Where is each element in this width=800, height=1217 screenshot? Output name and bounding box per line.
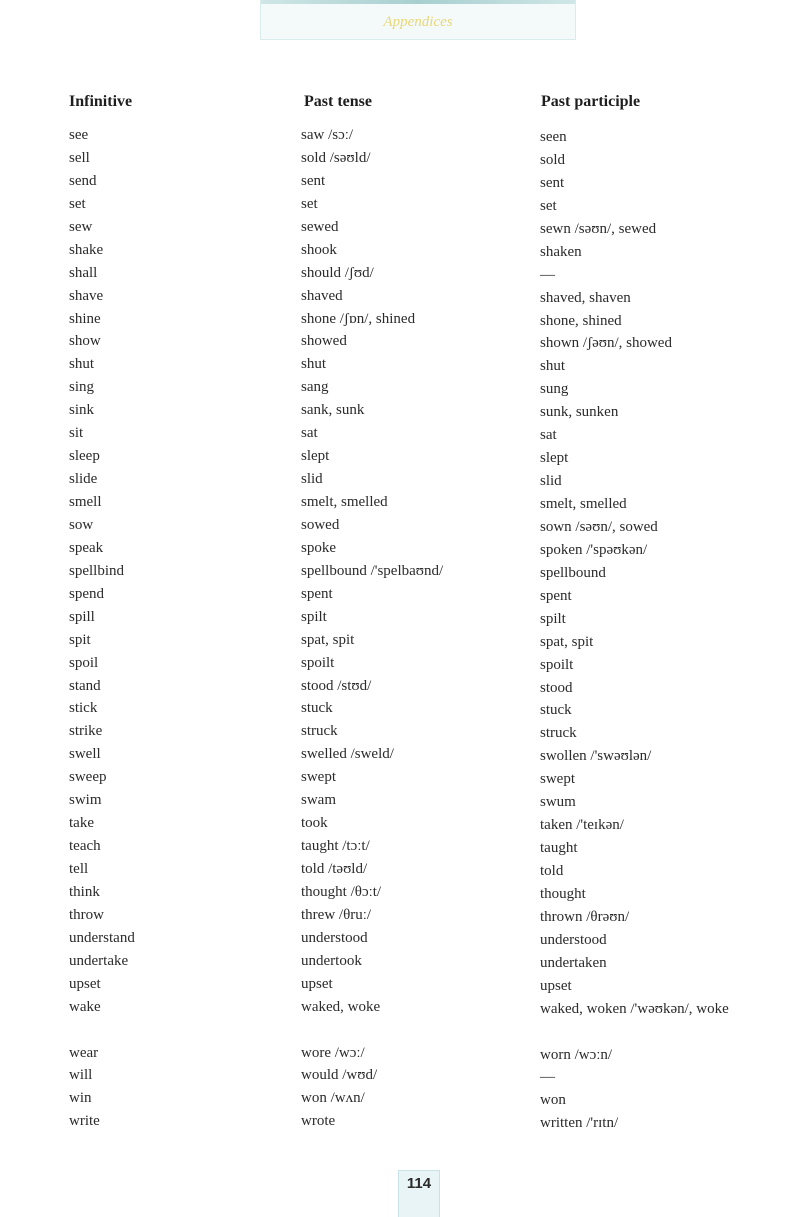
past-participle-cell: waked, woken /'wəʊkən/, woke — [540, 1000, 729, 1017]
infinitive-cell: understand — [69, 929, 135, 946]
infinitive-cell: sweep — [69, 769, 107, 786]
infinitive-cell: win — [69, 1090, 92, 1107]
infinitive-cell: slide — [69, 471, 98, 488]
past-tense-cell: thought /θɔːt/ — [301, 883, 382, 900]
infinitive-cell: sing — [69, 379, 95, 396]
infinitive-cell: set — [69, 195, 86, 212]
past-participle-cell: slept — [540, 450, 569, 467]
past-tense-cell: slept — [301, 448, 330, 465]
infinitive-cell: smell — [69, 494, 102, 510]
past-participle-cell: shut — [540, 358, 566, 375]
past-participle-cell: sold — [540, 151, 566, 168]
past-participle-cell: sown /səʊn/, sowed — [540, 518, 658, 535]
header-rule — [261, 0, 575, 4]
past-participle-cell: written /'rɪtn/ — [540, 1115, 619, 1132]
infinitive-cell: sit — [69, 425, 84, 442]
infinitive-cell: speak — [69, 539, 104, 556]
infinitive-cell: shake — [69, 241, 104, 258]
past-tense-cell: showed — [301, 333, 347, 350]
infinitive-cell: undertake — [69, 952, 129, 969]
infinitive-cell: sink — [69, 402, 95, 419]
infinitive-cell: sleep — [69, 448, 100, 465]
infinitive-cell: stick — [69, 700, 98, 717]
past-participle-cell: swum — [540, 794, 576, 811]
past-participle-cell: set — [540, 197, 557, 214]
past-participle-cell: smelt, smelled — [540, 496, 627, 512]
infinitive-cell: upset — [69, 975, 101, 992]
past-participle-cell: worn /wɔːn/ — [540, 1046, 613, 1063]
past-tense-cell: slid — [301, 471, 323, 488]
past-participle-cell: stood — [540, 679, 573, 696]
past-tense-cell: upset — [301, 975, 333, 992]
past-tense-cell: spoilt — [301, 654, 335, 671]
past-tense-cell: sent — [301, 172, 326, 189]
past-participle-cell: taught — [540, 840, 578, 857]
past-participle-cell: struck — [540, 725, 577, 742]
infinitive-cell: stand — [69, 677, 101, 694]
past-tense-cell: sowed — [301, 516, 340, 533]
infinitive-cell: will — [69, 1067, 93, 1084]
running-header — [260, 0, 576, 40]
past-tense-cell: swelled /sweld/ — [301, 746, 394, 763]
past-participle-cell: seen — [540, 129, 567, 145]
past-tense-cell: swept — [301, 769, 336, 786]
infinitive-cell: tell — [69, 861, 89, 877]
past-participle-cell: shaken — [540, 243, 582, 260]
past-participle-cell: — — [540, 1069, 555, 1086]
past-tense-cell: stuck — [301, 700, 333, 717]
infinitive-cell: throw — [69, 906, 104, 923]
past-tense-cell: threw /θruː/ — [301, 906, 372, 923]
infinitive-cell: spill — [69, 608, 95, 625]
past-participle-cell: shaved, shaven — [540, 289, 631, 306]
past-participle-cell: thought — [540, 885, 586, 902]
past-tense-cell: told /təʊld/ — [301, 861, 368, 877]
infinitive-column — [69, 125, 135, 1134]
past-tense-cell: undertook — [301, 952, 362, 969]
past-participle-cell: — — [540, 266, 555, 283]
past-tense-cell: spoke — [301, 539, 336, 556]
page-number-box — [398, 1170, 440, 1217]
past-participle-cell: sat — [540, 427, 557, 444]
infinitive-cell: shine — [69, 310, 101, 327]
infinitive-cell: spellbind — [69, 562, 124, 579]
past-participle-cell: swollen /'swəʊlən/ — [540, 748, 652, 765]
past-participle-cell: sunk, sunken — [540, 404, 619, 421]
past-tense-cell: spilt — [301, 608, 327, 625]
past-participle-cell: spoken /'spəʊkən/ — [540, 541, 648, 558]
infinitive-cell: sow — [69, 516, 94, 533]
past-tense-cell: wore /wɔː/ — [301, 1044, 365, 1061]
past-participle-cell: sewn /səʊn/, sewed — [540, 220, 657, 237]
past-tense-cell: won /wʌn/ — [301, 1090, 365, 1107]
past-tense-cell: stood /stʊd/ — [301, 677, 372, 694]
column-header-infinitive: Infinitive — [69, 93, 133, 110]
past-participle-cell: spellbound — [540, 564, 606, 581]
infinitive-cell: shut — [69, 356, 95, 373]
infinitive-cell: show — [69, 333, 101, 350]
past-participle-cell: undertaken — [540, 954, 607, 971]
infinitive-cell: sell — [69, 149, 90, 166]
past-tense-cell: wrote — [301, 1113, 336, 1130]
past-participle-cell: sent — [540, 174, 565, 191]
infinitive-cell: spend — [69, 585, 104, 602]
infinitive-cell: send — [69, 172, 97, 189]
past-tense-cell: shone /ʃɒn/, shined — [301, 310, 416, 327]
past-tense-cell: sold /səʊld/ — [301, 149, 371, 166]
past-participle-cell: thrown /θrəʊn/ — [540, 908, 630, 925]
past-participle-cell: stuck — [540, 702, 572, 719]
infinitive-cell: write — [69, 1113, 100, 1130]
past-participle-cell: sung — [540, 381, 569, 398]
infinitive-cell: swim — [69, 792, 102, 809]
past-tense-cell: would /wʊd/ — [301, 1067, 378, 1084]
past-participle-cell: spat, spit — [540, 633, 594, 650]
past-tense-cell: saw /sɔː/ — [301, 127, 354, 143]
past-tense-cell: set — [301, 195, 318, 212]
past-participle-cell: upset — [540, 977, 572, 994]
past-participle-cell: swept — [540, 771, 575, 788]
past-tense-cell: sat — [301, 425, 318, 442]
past-tense-cell: spent — [301, 585, 333, 602]
past-tense-cell: understood — [301, 929, 368, 946]
past-tense-cell: struck — [301, 723, 338, 740]
past-participle-cell: taken /'teɪkən/ — [540, 817, 624, 834]
past-participle-cell: shone, shined — [540, 312, 622, 329]
column-header-past-participle: Past participle — [541, 93, 641, 110]
past-participle-column — [540, 127, 730, 1136]
infinitive-cell: swell — [69, 746, 101, 763]
past-tense-cell: took — [301, 815, 328, 832]
infinitive-cell: see — [69, 127, 89, 143]
infinitive-cell: sew — [69, 218, 93, 235]
infinitive-cell: strike — [69, 723, 103, 740]
past-tense-cell: sang — [301, 379, 329, 396]
past-tense-cell: shaved — [301, 287, 343, 304]
past-participle-cell: understood — [540, 931, 607, 948]
past-tense-column — [301, 125, 443, 1134]
past-tense-cell: shut — [301, 356, 327, 373]
infinitive-cell: take — [69, 815, 94, 832]
past-tense-cell: waked, woke — [301, 998, 381, 1015]
past-tense-cell: should /ʃʊd/ — [301, 264, 374, 281]
infinitive-cell: teach — [69, 838, 101, 855]
column-header-past-tense: Past tense — [304, 93, 372, 110]
infinitive-cell: wake — [69, 998, 101, 1015]
past-tense-cell: sewed — [301, 218, 339, 235]
past-tense-cell: swam — [301, 792, 336, 809]
past-tense-cell: taught /tɔːt/ — [301, 838, 370, 855]
page-number: 114 — [406, 1175, 432, 1192]
past-participle-cell: slid — [540, 473, 562, 490]
past-participle-cell: won — [540, 1092, 566, 1109]
infinitive-cell: think — [69, 883, 100, 900]
past-tense-cell: spellbound /'spelbaʊnd/ — [301, 562, 444, 579]
past-participle-cell: shown /ʃəʊn/, showed — [540, 335, 672, 352]
past-participle-cell: spilt — [540, 610, 566, 627]
infinitive-cell: spit — [69, 631, 91, 648]
infinitive-cell: shave — [69, 287, 104, 304]
past-participle-cell: spent — [540, 587, 572, 604]
past-tense-cell: smelt, smelled — [301, 494, 388, 510]
infinitive-cell: shall — [69, 264, 98, 281]
past-tense-cell: sank, sunk — [301, 402, 365, 419]
past-participle-cell: spoilt — [540, 656, 574, 673]
header-title: Appendices — [383, 14, 453, 30]
past-tense-cell: spat, spit — [301, 631, 355, 648]
infinitive-cell: spoil — [69, 654, 99, 671]
past-participle-cell: told — [540, 863, 564, 879]
past-tense-cell: shook — [301, 241, 337, 258]
infinitive-cell: wear — [69, 1044, 99, 1061]
